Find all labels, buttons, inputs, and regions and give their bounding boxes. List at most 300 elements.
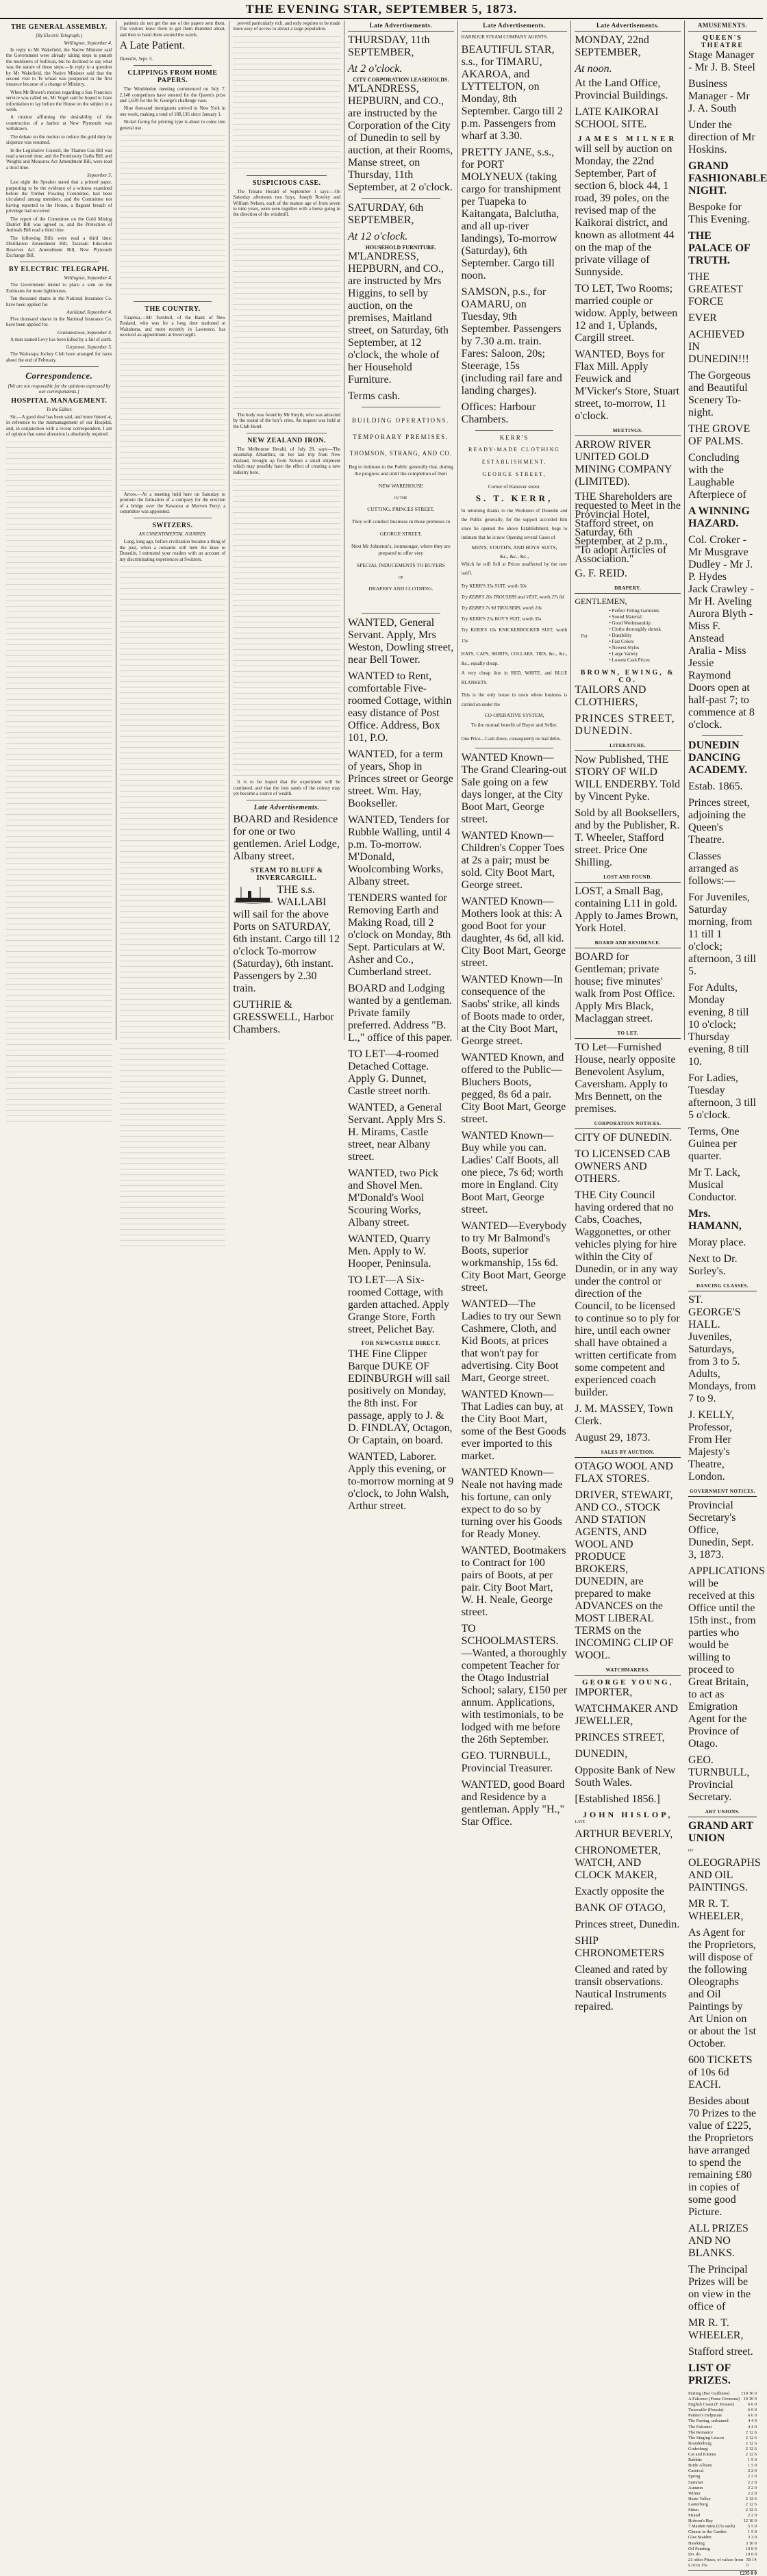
price-line: Try KERR'S 25s BOY'S SUIT, worth 35s — [461, 616, 542, 622]
ad-text: Opposite Bank of New South Wales. — [575, 1765, 676, 1789]
section-header: LOST AND FOUND. — [575, 873, 681, 883]
paragraph: patients do not get the use of the papers sent them. The visitors leave them to get them thumbed about, and then to hand them around the wards. — [119, 21, 226, 38]
advertisement: M'LANDRESS, HEPBURN, and CO., are instructed by the Corporation of the City of Dunedin to sell by auction, at their Rooms, Manse street, on Thursday, 11th September, at 2 o'clock. — [348, 83, 453, 193]
prize-name: Do. do. — [688, 2551, 702, 2557]
paragraph: Last night the Speaker stated that a printed paper, purporting to be the evidence of a witness examined before the Timber Floating Committee, had been circulated among members, and the Committee not having reported to the House, a flagrant breach of privilege had occurred. — [6, 179, 112, 214]
paragraph: The body was found by Mr Smyth, who was attracted by the sound of the boy's cries. An inquest was held at the Club Hotel. — [233, 412, 340, 429]
paragraph: The Wairarapa Jockey Club have arranged for races about the end of February. — [6, 351, 112, 363]
advertisement: BOARD and Lodging wanted by a gentleman. Private family preferred. Address "B. L.," office of this paper. — [348, 983, 453, 1044]
ad-text: Offices: Harbour Chambers. — [461, 401, 536, 425]
paragraph: Nine thousand immigrants arrived in New York in one week, making a total of 188,136 since January 1. — [119, 105, 226, 117]
ad-text: Terms, One Guinea per quarter. — [688, 1126, 740, 1162]
ad-text: IN THE — [394, 496, 408, 501]
cast-item: Col. Croker - Mr Musgrave — [688, 534, 749, 558]
advertisement: WANTED Known—Children's Copper Toes at 2s a pair; must be sold. City Boot Mart, George street. — [461, 830, 564, 891]
prize-row — [688, 2535, 757, 2540]
advertisement: TO LET, Two Rooms; married couple or widow. Apply, between 12 and 1, Uplands, Cargill street. — [575, 283, 678, 344]
advertisement: WANTED Known—Buy while you can. Ladies' Calf Boots, all one piece, 7s 6d; worth more in England. City Boot Mart, George street. — [461, 1130, 564, 1215]
prize-name: Bride Albano — [688, 2463, 712, 2468]
advertisement: WANTED Known—Neale not having made his fortune, can only expect to do so by turning over his Goods for Ready Money. — [461, 1467, 563, 1540]
signature: J. M. MASSEY, Town Clerk. — [575, 1403, 673, 1427]
ad-text: [Established 1856.] — [575, 1793, 660, 1805]
prize-value: 2 2 0 — [748, 2468, 757, 2474]
advertisement: WANTED, General Servant. Apply, Mrs Weston, Dowling street, near Bell Tower. — [348, 617, 454, 666]
firm-name: THOMSON, STRANG, AND CO. — [349, 450, 453, 457]
prize-name: The Falconer — [688, 2424, 712, 2429]
prize-row — [688, 2518, 757, 2524]
ad-heading: TO LICENSED CAB OWNERS AND OTHERS. — [575, 1148, 670, 1185]
prize-row — [688, 2508, 757, 2513]
section-header: SALES BY AUCTION. — [575, 1448, 681, 1458]
paragraph: The Government intend to place a sum on the Estimates for more lighthouses. — [6, 282, 112, 294]
advertisement: BOARD for Gentleman; private house; five minutes' walk from Post Office. Apply Mrs Black, Maclaggan street. — [575, 951, 675, 1024]
ad-heading: READY-MADE CLOTHING — [468, 446, 560, 453]
ad-text: ARTHUR BEVERLY, — [575, 1828, 673, 1840]
section-header: ART UNIONS. — [688, 1808, 757, 1817]
prize-name: Parting (Bar Guilliano) — [688, 2391, 730, 2396]
ad-text: At the Land Office, Provincial Buildings. — [575, 77, 668, 101]
prize-name: Spring — [688, 2474, 701, 2479]
ad-heading: HARBOUR STEAM COMPANY AGENTS. — [461, 34, 548, 40]
prize-value: 2 12 6 — [745, 2501, 757, 2507]
credit-line: Business Manager - Mr J. A. South — [688, 78, 750, 114]
price-line: Try KERR'S 7s 9d TROUSERS, worth 10s — [461, 605, 542, 611]
signature: GUTHRIE & GRESSWELL, Harbor Chambers. — [233, 999, 334, 1036]
column-header: Late Advertisements. — [462, 21, 568, 31]
prize-value: 4 4 0 — [748, 2419, 757, 2424]
ad-date: MONDAY, 22nd SEPTEMBER, — [575, 34, 649, 58]
advertisement: TO SCHOOLMASTERS.—Wanted, a thoroughly competent Teacher for the Otago Industrial School; salary, £150 per annum. Applications, with testimonials, to be lodged with me before the 26th September. — [461, 1623, 568, 1745]
prize-value: 10 0 0 — [745, 2551, 757, 2557]
section-header: BOARD AND RESIDENCE. — [575, 939, 681, 948]
prize-value: 3 3 0 — [748, 2535, 757, 2540]
section-header: LITERATURE. — [575, 742, 681, 751]
prize-value: 2 2 0 — [748, 2490, 757, 2496]
prize-value: 4 4 0 — [748, 2424, 757, 2429]
ad-text: Princes street, adjoining the Queen's Theatre. — [688, 797, 750, 846]
advertisement: WANTED, two Pick and Shovel Men. M'Donald's Wool Scouring Works, Albany street. — [348, 1167, 438, 1228]
prize-name: Cat and Kittens — [688, 2452, 716, 2458]
ad-text: Corner of Hanover street. — [488, 483, 541, 490]
prize-value: 2 12 6 — [745, 2452, 757, 2458]
ad-text: OF — [398, 576, 404, 580]
advertisement: LOST, a Small Bag, containing L11 in gold. Apply to James Brown, York Hotel. — [575, 885, 679, 934]
paragraph: The following Bills were read a third time: Distillation Amendment Bill, Taranaki Education Reserves Act Amendment Bill, New Plymouth Exchange Bill. — [6, 235, 112, 258]
prize-total: £235 0 0 — [688, 2570, 757, 2576]
ad-text: A very cheap line in RED, WHITE, and BLUE BLANKETS. — [461, 670, 568, 685]
prize-row — [688, 2397, 757, 2402]
advertisement: PRETTY JANE, s.s., for PORT MOLYNEUX (taking cargo for transhipment per Tuapeka to Kaitangata, Balclutha, and all up-river landings), To-morrow (Saturday), 6th September. Cargo till noon. — [461, 147, 562, 281]
paragraph: A motion affirming the desirability of the construction of a harbor at New Plymouth was withdrawn. — [6, 114, 112, 132]
prize-value: £10 10 0 — [741, 2391, 757, 2396]
prize-value: 58 14 0 — [746, 2557, 757, 2568]
advertisement: WANTED Known, and offered to the Public—Bluchers Boots, pegged, 8s 6d a pair. City Boot Mart, George street. — [461, 1052, 566, 1125]
divider — [362, 613, 440, 614]
prize-row — [688, 2430, 757, 2436]
prize-value: 3 10 0 — [745, 2540, 757, 2546]
ad-date: SATURDAY, 6th SEPTEMBER, — [348, 202, 424, 226]
section-header: WATCHMAKERS. — [575, 1666, 681, 1676]
ad-heading: FOR NEWCASTLE DIRECT. — [361, 1340, 440, 1346]
ad-text: IMPORTER, — [575, 1687, 633, 1698]
prize-value: 1 5 0 — [748, 2463, 757, 2468]
terms: Terms cash. — [348, 390, 401, 402]
prize-value: 1 5 0 — [748, 2458, 757, 2463]
feature-item: • Sound Material — [609, 614, 661, 620]
price-line: Try KERR'S 35s SUIT, worth 50s — [461, 583, 527, 589]
salutation: To the Editor. — [46, 407, 73, 413]
cast-list — [688, 534, 757, 682]
cast-item: Aralia - Miss Jessie Raymond — [688, 645, 746, 681]
paragraph: A man named Levy has been killed by a fall of earth. — [10, 336, 112, 342]
cast-item: Jack Crawley - Mr H. Aveling — [688, 583, 754, 607]
divider — [362, 198, 440, 199]
paragraph: In the Legislative Council, the Thames Gas Bill was read a second time; and the Promissory Oaths Bill, and Weights and Measures Act Amendment Bill, were read a third time. — [6, 147, 112, 171]
divider — [20, 366, 99, 367]
advertisement: Sold by all Booksellers, and by the Publisher, R. T. Wheeler, Stafford street. Price One Shilling. — [575, 807, 680, 868]
column-header: AMUSEMENTS. — [688, 21, 757, 31]
paragraph: The debate on the motion to reduce the gold duty by sixpence was resumed. — [6, 134, 112, 146]
advertisement: WANTED, a General Servant. Apply Mrs S. H. Mirams, Castle street, near Albany street. — [348, 1102, 446, 1163]
paragraph: proved particularly rich, and only requires to be made more easy of access to attract a large population. — [233, 21, 340, 32]
advertisement: WANTED, Laborer. Apply this evening, or to-morrow morning at 9 o'clock, to John Walsh, Arthur street. — [348, 1451, 454, 1512]
prize-name: Oil Painting — [688, 2546, 710, 2551]
dateline: Wellington, September 4. — [64, 275, 112, 281]
ad-heading: OLEOGRAPHS AND OIL PAINTINGS. — [688, 1857, 761, 1893]
ad-heading: LATE KAIKORAI SCHOOL SITE. — [575, 106, 659, 130]
prize-value: 2 12 6 — [745, 2440, 757, 2446]
ad-heading: CITY CORPORATION LEASEHOLDS. — [353, 77, 449, 83]
text-continuation — [120, 134, 226, 298]
feature-item: • Large Variety — [609, 651, 661, 657]
feature-item: • Good Workmanship — [609, 620, 661, 627]
ad-heading: ARROW RIVER UNITED GOLD MINING COMPANY (LIMITED). — [575, 439, 672, 488]
advertisement: THE s.s. WALLABI will sail for the above Ports on SATURDAY, 6th instant. Cargo till 12 o'clock To-morrow (Saturday), 6th instant. Passengers by 2.30 train. — [233, 884, 340, 995]
ad-heading: TEMPORARY PREMISES. — [353, 433, 449, 440]
prize-row — [688, 2468, 757, 2474]
prize-name: The Singing Lesson — [688, 2435, 725, 2440]
advertisement: WANTED Known—Mothers look at this: A good Boot for your daughter, 4s 6d, all kid. City Boot Mart, George street. — [461, 896, 566, 969]
prize-name: Summer — [688, 2479, 704, 2485]
prize-value: 10 0 0 — [745, 2546, 757, 2551]
ad-text: For Juveniles, Saturday morning, from 11 till 1 o'clock; afternoon, 3 till 5. — [688, 892, 757, 977]
prize-row — [688, 2529, 757, 2535]
dateline: Greytown, September 5. — [66, 344, 112, 351]
signature: A Late Patient. — [119, 40, 186, 52]
prize-value: 2 2 0 — [748, 2485, 757, 2490]
feature-item: • Newest Styles — [609, 645, 661, 651]
ad-text: WATCHMAKER AND JEWELLER, — [575, 1703, 679, 1727]
ad-text: LATE — [575, 1820, 586, 1824]
ad-text: NEW WAREHOUSE — [378, 483, 423, 489]
prize-value: 6 6 0 — [748, 2402, 757, 2408]
ad-text: BANK OF OTAGO, — [575, 1902, 666, 1914]
ad-text: Provincial Secretary's Office, Dunedin, Sept. 3, 1873. — [688, 1500, 754, 1561]
prize-name: 7 Maiden ruins (15s each) — [688, 2524, 735, 2529]
prize-value: 2 12 6 — [745, 2429, 757, 2435]
ad-text: In returning thanks to the Workmen of Dunedin and the Public generally, for the support accorded him since he opened the above Establishment, begs to intimate that he is now Opening several Cases of — [461, 508, 568, 540]
prize-row — [688, 2552, 757, 2558]
ad-text: CUTTING, PRINCES STREET, — [367, 506, 435, 512]
ad-text: Which he will Sell at Prices unaffected by the new tariff. — [461, 561, 568, 576]
prize-name: English Coast (F. Krause) — [688, 2402, 735, 2408]
prize-name: Hobson's Bay — [688, 2518, 714, 2524]
column-3 — [229, 21, 344, 1040]
masthead — [0, 0, 763, 19]
text-continuation — [233, 478, 340, 779]
advertisement: WANTED, for a term of years, Shop in Princes street or George street. Wm. Hay, Bookseller. — [348, 748, 453, 809]
kerr-name: S. T. KERR, — [475, 493, 553, 503]
prize-row — [688, 2486, 757, 2491]
paragraph: The Melbourne Herald, of July 28, says:—The steamship Alhambra, on her last trip from New Zealand, brought up from Nelson a small shipment which may possibly have the effect of creating a new industry here. — [233, 446, 340, 475]
ad-text: SHIP CHRONOMETERS — [575, 1935, 665, 1959]
text-continuation — [6, 440, 112, 1125]
prize-row — [688, 2558, 757, 2568]
ad-text: Stafford street. — [688, 2346, 753, 2358]
advertisement: TENDERS wanted for Removing Earth and Making Road, till 2 o'clock on Monday, 8th Sept. Particulars at W. Asher and Co., Cumberland street. — [348, 892, 451, 978]
ad-text: Next to Dr. Sorley's. — [688, 1253, 738, 1277]
advertisement: WANTED, Boys for Flax Mill. Apply Feuwick and M'Vicker's Store, Stuart street, to-morrow, 11 o'clock. — [575, 349, 680, 422]
advertisement: WANTED Known—In consequence of the Saobs' strike, all kinds of Boots made to order, at the City Boot Mart, George street. — [461, 974, 565, 1047]
prize-name: Strand — [688, 2513, 700, 2518]
advertisement: Besides about 70 Prizes to the value of £225, the Proprietors have arranged to spend the remaining £80 in copies of some good Picture. — [688, 2095, 757, 2218]
advertisement: WANTED Known—That Ladies can buy, at the City Boot Mart, some of the Best Goods ever imported to this market. — [461, 1389, 566, 1462]
prize-row — [688, 2413, 757, 2419]
ad-text: GEORGE STREET, — [379, 531, 422, 537]
ad-text: CHRONOMETER, WATCH, AND CLOCK MAKER, — [575, 1845, 662, 1881]
paragraph: Five thousand shares in the National Insurance Co. have been applied for. — [6, 316, 112, 328]
advertisement: THE Shareholders are requested to Meet in the Provincial Hotel, Stafford street, on Saturday, 6th September, at 2 p.m., "To adopt Articles of Association." — [575, 491, 681, 565]
firm-name: JOHN HISLOP, — [582, 1810, 673, 1819]
ad-text: Under the direction of Mr Hoskins. — [688, 119, 755, 155]
ad-text: PRINCES STREET, — [575, 1732, 665, 1743]
ad-heading: A WINNING HAZARD. — [688, 505, 750, 529]
ad-text: TAILORS AND CLOTHIERS, — [575, 684, 646, 708]
ad-heading: DUNEDIN DANCING ACADEMY. — [688, 740, 748, 776]
paragraph: The report of the Committee on the Gold Mining District Bill was agreed to, and the Protection of Animals Bill read a third time. — [6, 216, 112, 233]
advertisement: Now Published, THE STORY OF WILD WILL ENDERBY. Told by Vincent Pyke. — [575, 754, 681, 803]
advertisement: As Agent for the Proprietors, will dispose of the following Oleographs and Oil Paintings by Art Union on or about the 1st October. — [688, 1927, 757, 2049]
prize-row — [688, 2547, 757, 2552]
prize-name: Brandenburg — [688, 2440, 712, 2446]
prize-value: 2 12 6 — [745, 2507, 757, 2512]
advertisement: WANTED, good Board and Residence by a gentleman. Apply "H.," Star Office. — [461, 1779, 565, 1828]
prize-row — [688, 2502, 757, 2508]
divider — [475, 430, 554, 431]
ad-heading: GENTLEMEN, — [575, 596, 627, 606]
ad-text: MEN'S, YOUTH'S, AND BOYS' SUITS, — [471, 544, 557, 551]
prize-row — [688, 2491, 757, 2497]
advertisement: THE Fine Clipper Barque DUKE OF EDINBURGH will sail positively on Monday, the 8th inst. For passage, apply to J. & D. FINDLAY, Octagon, Or Captain, on board. — [348, 1348, 453, 1446]
prize-row — [688, 2513, 757, 2518]
signature: G. F. REID. — [575, 568, 627, 579]
ad-text: PRINCES STREET, DUNEDIN. — [575, 713, 675, 737]
feature-item: • Fast Colors — [609, 639, 661, 645]
prize-value: 5 5 0 — [748, 2524, 757, 2529]
advertisement: APPLICATIONS will be received at this Office until the 15th inst., from parties who would be willing to proceed to Great Britain, to act as Emigration Agent for the Province of Otago. — [688, 1565, 766, 1750]
ad-text: The Principal Prizes will be on view in the office of — [688, 2264, 751, 2312]
signature: GEO. TURNBULL, Provincial Secretary. — [688, 1754, 750, 1803]
ad-text: 600 TICKETS of 10s 6d EACH. — [688, 2054, 753, 2091]
paragraph: Long, long ago, before civilisation became a thing of the past, when a romantic still bent the knee to Dunedin, I entrusted your readers with an account of my discriminating experiences at Switzers. — [119, 539, 226, 562]
ad-text: HATS, CAPS, SHIRTS, COLLARS, TIES, &c., &c., &c., equally cheap. — [461, 651, 568, 666]
prize-row — [688, 2524, 757, 2529]
ad-text: Doors open at half-past 7; to commence at 8 o'clock. — [688, 682, 755, 731]
credit-line: Stage Manager - Mr J. B. Steel — [688, 49, 755, 73]
price-line: Try KERR'S 20s TROUSERS and VEST, worth 27s 6d — [461, 594, 564, 600]
prize-row — [688, 2541, 757, 2547]
ad-heading: GRAND ART UNION — [688, 1820, 753, 1844]
ad-heading: THE PALACE OF TRUTH. — [688, 230, 751, 266]
prize-value: 2 2 0 — [748, 2513, 757, 2518]
section-title: Correspondence. — [25, 370, 93, 381]
text-continuation — [233, 35, 340, 172]
cast-item: Dudley - Mr J. P. Hydes — [688, 559, 753, 583]
prize-name: Glee Maiden — [688, 2535, 712, 2540]
place: Dunedin, Sept. 5. — [119, 56, 153, 62]
prize-row — [688, 2463, 757, 2468]
column-header: Late Advertisements. — [575, 21, 681, 31]
ad-text: OF — [688, 1849, 694, 1853]
prize-name: The Parting, unframed — [688, 2419, 729, 2424]
ad-heading: GEORGE STREET, — [482, 471, 546, 477]
divider — [702, 735, 743, 736]
column-7 — [685, 21, 767, 2576]
advertisement: DRIVER, STEWART, AND CO., STOCK AND STATION AGENTS, AND WOOL AND PRODUCE BROKERS, DUNEDIN, are prepared to make ADVANCES on the MOST LIBERAL TERMS on the INCOMING CLIP OF WOOL. — [575, 1489, 674, 1661]
section-header: MEETINGS. — [575, 427, 681, 436]
section-header: DANCING CLASSES. — [688, 1282, 757, 1291]
advertisement: WANTED, Bootmakers to Contract for 100 pairs of Boots, at per pair. City Boot Mart, W. H. Neale, George street. — [461, 1545, 566, 1618]
paragraph: The Wimbledon meeting commenced on July 7. 2,140 competitors have entered for the Queen's prize and 1,639 for the St. George's challenge vase. — [119, 86, 226, 104]
article-title: SWITZERS. — [152, 522, 193, 530]
ad-text: ACHIEVED IN DUNEDIN!!! — [688, 329, 749, 365]
masthead-title: THE EVENING STAR, SEPTEMBER 5, 1873. — [245, 2, 518, 16]
ad-text: They will conduct business in those premises in — [351, 518, 451, 525]
article-title: NEW ZEALAND IRON. — [247, 437, 327, 445]
article-title: SUSPICIOUS CASE. — [252, 179, 321, 187]
ad-text: DRAPERY AND CLOTHING. — [368, 585, 433, 592]
paragraph: Nickel facing for printing type is about to come into general use. — [119, 119, 226, 131]
prize-name: Rabbits — [688, 2458, 702, 2463]
ad-heading: ESTABLISHMENT, — [481, 459, 547, 465]
prize-name: Sitten — [688, 2507, 699, 2512]
ad-text: Concluding with the Laughable Afterpiece of — [688, 452, 746, 501]
ad-text: For Ladies, Tuesday afternoon, 3 till 5 o'clock. — [688, 1072, 757, 1121]
feature-item: • Durability — [609, 633, 661, 639]
prize-name: Haste Valley — [688, 2496, 711, 2501]
advertisement: WANTED, Tenders for Rubble Walling, until 4 p.m. To-morrow. M'Donald, Woolcombing Works, Albany street. — [348, 814, 451, 887]
editor-note: [We are not responsible for the opinions expressed by our correspondents.] — [8, 383, 111, 395]
prize-row — [688, 2425, 757, 2430]
prize-list — [688, 2391, 757, 2568]
ad-date: August 29, 1873. — [575, 1432, 651, 1443]
ad-text: Bespoke for This Evening. — [688, 201, 750, 225]
article-title: THE GENERAL ASSEMBLY. — [11, 23, 108, 31]
paragraph: Arrow.—At a meeting held here on Saturday to promote the formation of a company for the erection of a bridge over the Kawarau at Morven Ferry, a committee was appointed. — [119, 491, 226, 514]
ad-text: For Adults, Monday evening, 8 till 10 o'clock; Thursday evening, 8 till 10. — [688, 982, 749, 1068]
ad-heading: GRAND FASHIONABLE NIGHT. — [688, 160, 767, 197]
divider — [134, 65, 212, 66]
prize-name: Autumn — [688, 2485, 703, 2490]
ad-heading: KERR'S — [499, 434, 529, 441]
prize-name: Lauterburg — [688, 2501, 708, 2507]
ad-text: EVER — [688, 312, 717, 324]
prize-name: Winter — [688, 2490, 701, 2496]
advertisement: will sell by auction on Monday, the 22nd September, Part of section 6, block 44, 1 road, 39 poles, on the revised map of the Kaikorai district, and known as allotment 44 on the map of the private village of Sunnyside. — [575, 143, 675, 278]
text-continuation — [233, 220, 340, 412]
prize-row — [688, 2436, 757, 2441]
prize-name: The Romance — [688, 2429, 714, 2435]
dateline: Auckland, September 4. — [66, 310, 112, 316]
prize-name: Carnival — [688, 2468, 704, 2474]
ad-text: CO-OPERATIVE SYSTEM, — [484, 712, 544, 718]
prize-value: 12 10 0 — [743, 2518, 757, 2524]
feature-item: • Perfect Fitting Garments — [609, 608, 661, 614]
article-title: HOSPITAL MANAGEMENT. — [11, 397, 108, 405]
prize-name: Trouvaille (Prussia) — [688, 2408, 724, 2413]
prize-value: 2 12 6 — [745, 2435, 757, 2440]
signature: GEO. TURNBULL, Provincial Treasurer. — [461, 1750, 553, 1774]
advertisement: BEAUTIFUL STAR, s.s., for TIMARU, AKAROA, and LYTTELTON, on Monday, 8th September. Cargo till 2 p.m. Passengers from wharf at 3.30. — [461, 44, 563, 142]
ad-text: The Gorgeous and Beautiful Scenery To-night. — [688, 370, 751, 418]
firm-name: BROWN, EWING, & CO. — [580, 669, 675, 684]
prize-name: Hawking — [688, 2540, 705, 2546]
ad-heading: HOUSEHOLD FURNITURE. — [365, 244, 436, 251]
advertisement: WANTED Known—The Grand Clearing-out Sale going on a few days longer, at the City Boot Mart, George street. — [461, 752, 567, 825]
price-line: Try KERR'S 10s KNICKERBOCKER SUIT, worth 15s — [461, 627, 568, 644]
paragraph: When Mr Brown's motion regarding a San Francisco service was called on, Mr Vogel said he hoped to have information to lay before the House on the subject in a week. — [6, 89, 112, 113]
advertisement: WANTED to Rent, comfortable Five-roomed Cottage, within easy distance of Post Office. Address, Box 101, P.O. — [348, 670, 452, 744]
ad-text: Beg to intimate to the Public generally that, during the progress and until the completion of their — [349, 464, 453, 477]
prize-row — [688, 2391, 757, 2397]
section-header: DRAPERY. — [575, 584, 681, 594]
ad-text: DUNEDIN, — [575, 1748, 628, 1760]
prize-row — [688, 2402, 757, 2408]
section-header: GOVERNMENT NOTICES. — [688, 1487, 757, 1497]
article-title: BY ELECTRIC TELEGRAPH. — [8, 266, 110, 274]
ad-text: To the mutual benefit of Buyer and Seller. — [470, 722, 558, 728]
advertisement: M'LANDRESS, HEPBURN, and CO., are instructed by Mrs Higgins, to sell by auction, on the premises, Maitland street, on Saturday, 6th September, at 12 o'clock, the whole of her Household Furniture. — [348, 251, 449, 386]
text-continuation — [120, 565, 226, 1250]
paragraph: Sir,—A good deal has been said, and more hinted at, in reference to the mismanagement of our Hospital, and, in conjunction with a recent correspondent, I am of opinion that some alteration is absolutely required. — [6, 414, 112, 438]
ad-heading: LIST OF PRIZES. — [688, 2362, 731, 2386]
column-6 — [571, 21, 685, 2012]
ad-heading: BUILDING OPERATIONS. — [351, 417, 450, 424]
prize-name: A Falconer (Franz Cremona) — [688, 2397, 740, 2402]
advertisement: TO Let—Furnished House, nearly opposite Benevolent Asylum, Caversham. Apply to Mrs Bennett, on the premises. — [575, 1041, 676, 1115]
feature-item: • Lowest Cash Prices — [609, 657, 661, 664]
ad-text: Cleaned and rated by transit observations. Nautical Instruments repaired. — [575, 1964, 668, 2012]
ad-text: Classes arranged as follows:— — [688, 850, 739, 887]
column-5 — [458, 21, 572, 1828]
for-label: For — [581, 633, 588, 639]
features-block — [575, 607, 681, 665]
paragraph: Ten thousand shares in the National Insurance Co. have been applied for. — [6, 296, 112, 307]
dateline: Wellington, September 4. — [64, 40, 112, 46]
ad-text: Princes street, Dunedin. — [575, 1919, 680, 1930]
dateline: Grahamstown, September 4. — [57, 329, 112, 336]
prize-value: 10 10 0 — [743, 2397, 757, 2402]
prize-row — [688, 2452, 757, 2458]
ad-text: Mrs. HAMANN, — [688, 1208, 742, 1232]
features-list — [594, 608, 661, 664]
article-title: THE COUNTRY. — [144, 305, 201, 314]
advertisement: TO LET—A Six-roomed Cottage, with garden attached. Apply Grange Store, Forth street, Pelichet Bay. — [348, 1274, 449, 1335]
prize-name: Painter's Helpmate — [688, 2413, 722, 2419]
prize-value: 2 12 6 — [745, 2446, 757, 2451]
text-continuation — [120, 341, 226, 492]
prize-value: 6 6 0 — [748, 2413, 757, 2419]
